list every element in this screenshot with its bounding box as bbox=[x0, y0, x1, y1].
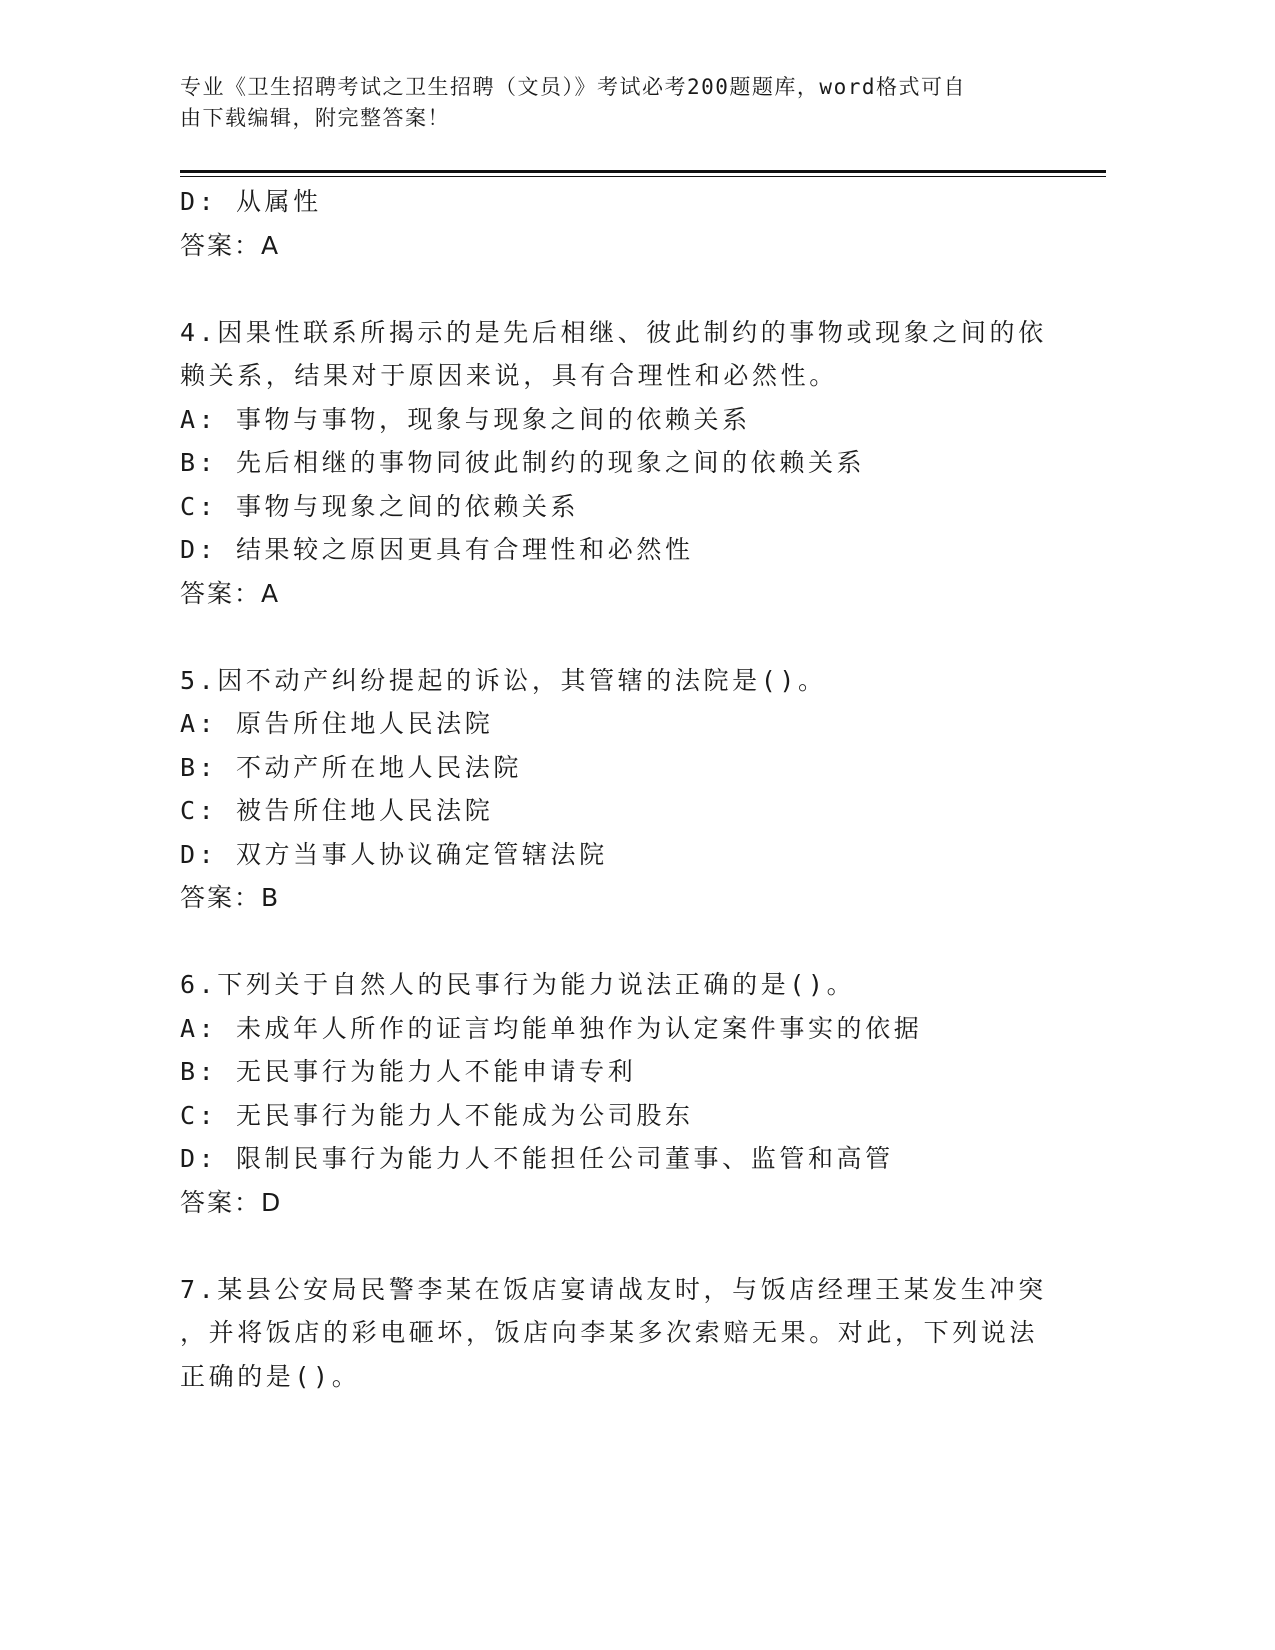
carryover-answer: 答案：A bbox=[180, 230, 281, 260]
question-4 bbox=[180, 311, 1060, 616]
question-stem-line: ，并将饭店的彩电砸坏，饭店向李某多次索赔无果。对此，下列说法 bbox=[180, 1318, 1039, 1347]
question-stem-line: 7.某县公安局民警李某在饭店宴请战友时，与饭店经理王某发生冲突 bbox=[180, 1274, 1047, 1304]
question-stem-line: 6.下列关于自然人的民事行为能力说法正确的是()。 bbox=[180, 970, 856, 999]
question-6 bbox=[180, 963, 1060, 1224]
question-stem-line: 5.因不动产纠纷提起的诉讼，其管辖的法院是()。 bbox=[180, 665, 827, 695]
option-d: D: 限制民事行为能力人不能担任公司董事、监管和高管 bbox=[180, 1144, 894, 1173]
header-line-1: 专业《卫生招聘考试之卫生招聘（文员）》考试必考200题题库，word格式可自 bbox=[180, 75, 966, 99]
option-a: A: 原告所住地人民法院 bbox=[180, 709, 494, 738]
header-rule-thick bbox=[180, 170, 1106, 173]
option-b: B: 先后相继的事物同彼此制约的现象之间的依赖关系 bbox=[180, 448, 866, 477]
option-d: D: 结果较之原因更具有合理性和必然性 bbox=[180, 535, 694, 564]
header-rule-thin bbox=[180, 176, 1106, 177]
option-b: B: 不动产所在地人民法院 bbox=[180, 752, 522, 782]
spacer bbox=[180, 615, 1060, 659]
question-5 bbox=[180, 659, 1060, 920]
option-a: A: 事物与事物，现象与现象之间的依赖关系 bbox=[180, 404, 751, 434]
answer: 答案：D bbox=[180, 1187, 283, 1217]
page-header bbox=[180, 72, 1030, 134]
question-stem-line: 赖关系，结果对于原因来说，具有合理性和必然性。 bbox=[180, 361, 838, 390]
spacer bbox=[180, 1224, 1060, 1268]
answer: 答案：A bbox=[180, 578, 281, 608]
answer: 答案：B bbox=[180, 883, 281, 912]
header-line-2: 由下载编辑，附完整答案！ bbox=[180, 106, 450, 130]
option-c: C: 事物与现象之间的依赖关系 bbox=[180, 491, 580, 521]
option-d: D: 双方当事人协议确定管辖法院 bbox=[180, 839, 608, 869]
option-a: A: 未成年人所作的证言均能单独作为认定案件事实的依据 bbox=[180, 1013, 923, 1043]
carryover-option-d: D: 从属性 bbox=[180, 187, 322, 216]
document-content bbox=[180, 180, 1060, 1398]
question-7 bbox=[180, 1268, 1060, 1399]
option-b: B: 无民事行为能力人不能申请专利 bbox=[180, 1057, 637, 1086]
spacer bbox=[180, 920, 1060, 964]
spacer bbox=[180, 267, 1060, 311]
question-stem-line: 4.因果性联系所揭示的是先后相继、彼此制约的事物或现象之间的依 bbox=[180, 317, 1047, 347]
option-c: C: 被告所住地人民法院 bbox=[180, 796, 494, 825]
question-stem-line: 正确的是()。 bbox=[180, 1361, 361, 1391]
option-c: C: 无民事行为能力人不能成为公司股东 bbox=[180, 1100, 694, 1130]
